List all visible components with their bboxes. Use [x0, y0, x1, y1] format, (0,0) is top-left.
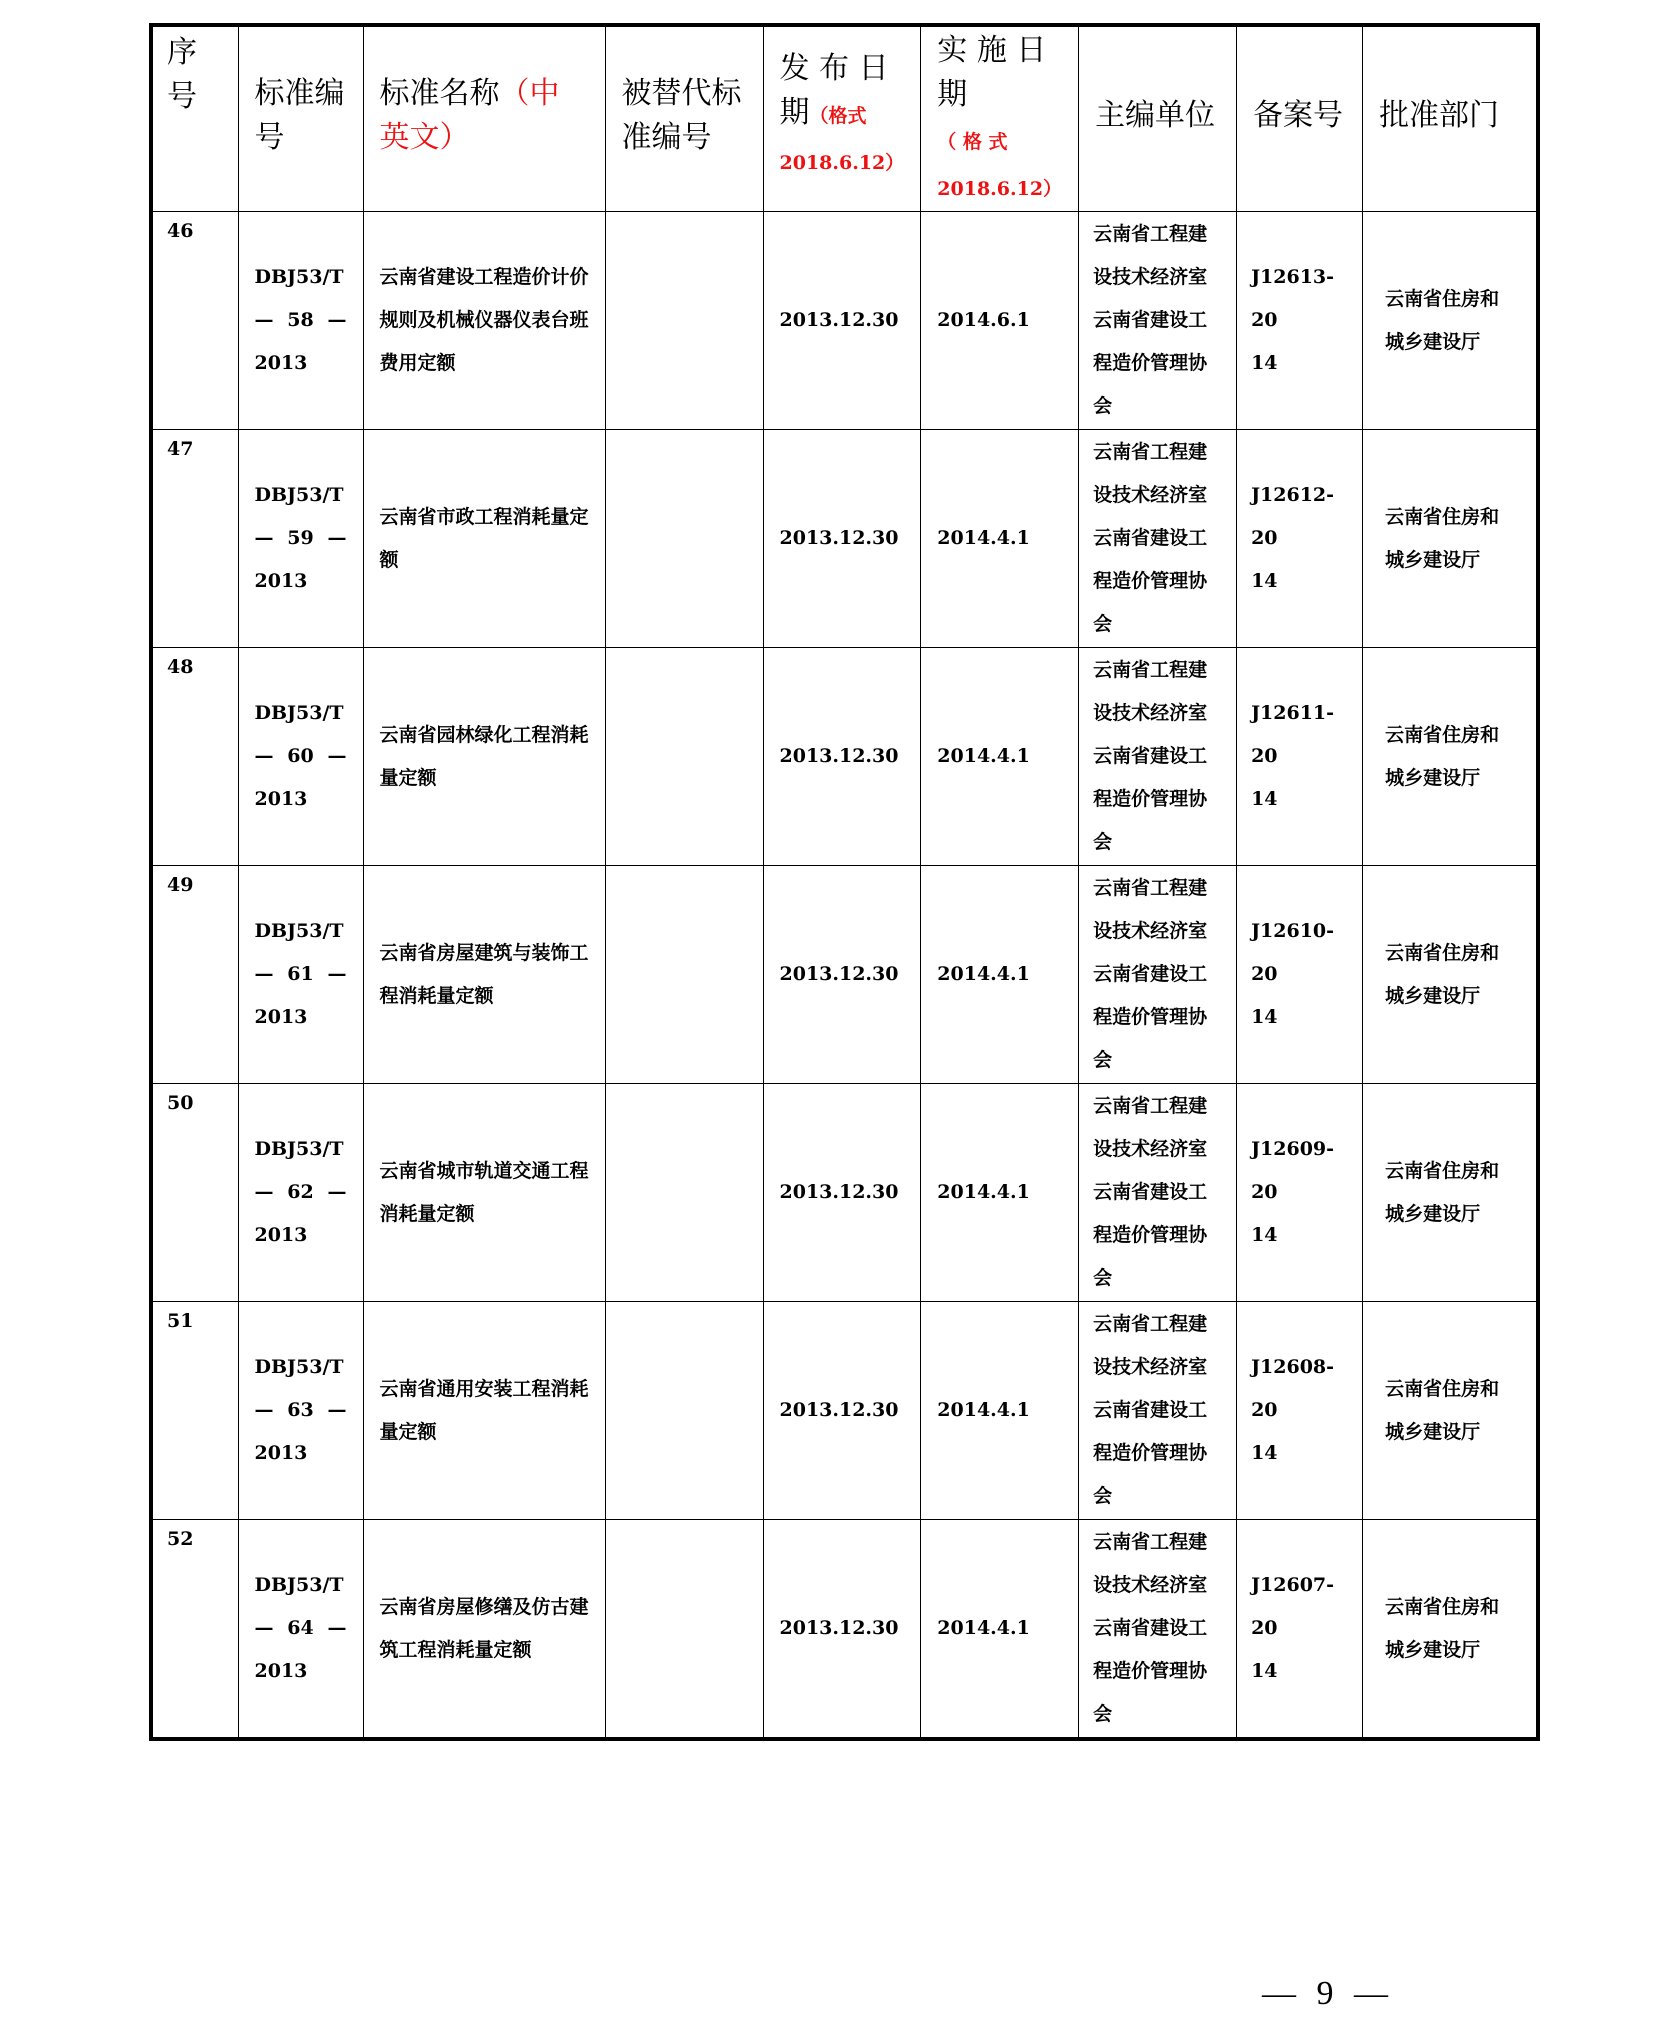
cell-name	[363, 212, 605, 430]
cell-replaced	[605, 1084, 763, 1302]
table-header-row	[151, 25, 1538, 212]
table-row	[151, 648, 1538, 866]
code-dash-right: —	[327, 1617, 347, 1639]
cell-code	[238, 430, 363, 648]
cell-replaced	[605, 212, 763, 430]
cell-seq	[151, 1520, 238, 1740]
implement-date: 2014.4.1	[937, 1181, 1030, 1203]
header-implement-format: （ 格 式	[937, 131, 1008, 153]
header-name-label: 标准名称	[379, 75, 500, 111]
table-row	[151, 866, 1538, 1084]
cell-publish-date	[763, 648, 921, 866]
code-number: 62	[287, 1181, 314, 1203]
header-name-language-note: （中英文）	[379, 75, 560, 155]
publish-date: 2013.12.30	[779, 527, 899, 549]
cell-code	[238, 866, 363, 1084]
implement-date: 2014.4.1	[937, 527, 1030, 549]
header-record-label: 备案号	[1253, 97, 1344, 133]
editor-units: 云南省工程建设技术经济室云南省建设工程造价管理协会	[1093, 659, 1208, 853]
cell-approver	[1363, 212, 1538, 430]
code-prefix: DBJ53/T	[254, 266, 344, 288]
code-number: 59	[287, 527, 314, 549]
standard-name: 云南省园林绿化工程消耗量定额	[379, 723, 589, 789]
header-name	[363, 25, 605, 212]
record-number-part2: 14	[1251, 1660, 1278, 1682]
record-number-part1: J12613-20	[1251, 266, 1335, 331]
code-dash-left: —	[254, 963, 274, 985]
cell-implement-date	[921, 1520, 1079, 1740]
approver-dept: 云南省住房和城乡建设厅	[1385, 287, 1500, 353]
cell-name	[363, 648, 605, 866]
code-number: 60	[287, 745, 314, 767]
cell-record	[1237, 1520, 1363, 1740]
cell-name	[363, 430, 605, 648]
record-number-part1: J12609-20	[1251, 1138, 1335, 1203]
cell-approver	[1363, 1084, 1538, 1302]
cell-code	[238, 1302, 363, 1520]
code-number: 63	[287, 1399, 314, 1421]
code-dash-right: —	[327, 1181, 347, 1203]
editor-units: 云南省工程建设技术经济室云南省建设工程造价管理协会	[1093, 1095, 1208, 1289]
cell-seq	[151, 1084, 238, 1302]
cell-replaced	[605, 866, 763, 1084]
header-approver	[1363, 25, 1538, 212]
cell-approver	[1363, 866, 1538, 1084]
header-publish-example: 2018.6.12）	[779, 151, 905, 174]
cell-record	[1237, 648, 1363, 866]
standard-name: 云南省建设工程造价计价规则及机械仪器仪表台班费用定额	[379, 266, 589, 374]
cell-approver	[1363, 1302, 1538, 1520]
standard-name: 云南省通用安装工程消耗量定额	[379, 1377, 589, 1443]
cell-implement-date	[921, 648, 1079, 866]
approver-dept: 云南省住房和城乡建设厅	[1385, 723, 1500, 789]
cell-approver	[1363, 648, 1538, 866]
cell-implement-date	[921, 212, 1079, 430]
code-year: 2013	[254, 788, 308, 810]
cell-implement-date	[921, 866, 1079, 1084]
cell-record	[1237, 1084, 1363, 1302]
publish-date: 2013.12.30	[779, 1399, 899, 1421]
cell-name	[363, 866, 605, 1084]
table-row	[151, 212, 1538, 430]
code-number: 58	[287, 309, 314, 331]
cell-approver	[1363, 1520, 1538, 1740]
cell-code	[238, 648, 363, 866]
header-code	[238, 25, 363, 212]
cell-publish-date	[763, 1520, 921, 1740]
header-code-label: 标准编号	[254, 75, 345, 155]
code-prefix: DBJ53/T	[254, 1138, 344, 1160]
code-year: 2013	[254, 1006, 308, 1028]
cell-editor	[1079, 430, 1237, 648]
cell-name	[363, 1302, 605, 1520]
publish-date: 2013.12.30	[779, 309, 899, 331]
cell-seq	[151, 866, 238, 1084]
header-publish-format: （格式	[809, 104, 867, 127]
header-editor	[1079, 25, 1237, 212]
record-number-part1: J12610-20	[1251, 920, 1335, 985]
seq-number: 47	[167, 438, 194, 460]
replaced-code	[606, 430, 763, 647]
implement-date: 2014.6.1	[937, 309, 1030, 331]
code-dash-right: —	[327, 1399, 347, 1421]
header-seq: 序号	[151, 25, 238, 212]
approver-dept: 云南省住房和城乡建设厅	[1385, 1595, 1500, 1661]
editor-units: 云南省工程建设技术经济室云南省建设工程造价管理协会	[1093, 1531, 1208, 1725]
code-year: 2013	[254, 1442, 308, 1464]
header-publish-label: 发 布 日期	[779, 50, 889, 130]
implement-date: 2014.4.1	[937, 1399, 1030, 1421]
record-number-part1: J12607-20	[1251, 1574, 1335, 1639]
cell-editor	[1079, 1520, 1237, 1740]
cell-editor	[1079, 1302, 1237, 1520]
seq-number: 51	[167, 1310, 194, 1332]
cell-name	[363, 1084, 605, 1302]
standard-name: 云南省房屋修缮及仿古建筑工程消耗量定额	[379, 1595, 589, 1661]
cell-implement-date	[921, 430, 1079, 648]
code-dash-right: —	[327, 963, 347, 985]
standard-name: 云南省市政工程消耗量定额	[379, 505, 589, 571]
table-body	[151, 212, 1538, 1740]
implement-date: 2014.4.1	[937, 1617, 1030, 1639]
record-number-part1: J12611-20	[1251, 702, 1335, 767]
code-prefix: DBJ53/T	[254, 484, 344, 506]
code-prefix: DBJ53/T	[254, 702, 344, 724]
cell-replaced	[605, 430, 763, 648]
implement-date: 2014.4.1	[937, 963, 1030, 985]
publish-date: 2013.12.30	[779, 1617, 899, 1639]
seq-number: 52	[167, 1528, 194, 1550]
approver-dept: 云南省住房和城乡建设厅	[1385, 505, 1500, 571]
record-number-part1: J12608-20	[1251, 1356, 1335, 1421]
seq-number: 49	[167, 874, 194, 896]
code-dash-left: —	[254, 1181, 274, 1203]
cell-record	[1237, 212, 1363, 430]
cell-seq	[151, 212, 238, 430]
editor-units: 云南省工程建设技术经济室云南省建设工程造价管理协会	[1093, 877, 1208, 1071]
editor-units: 云南省工程建设技术经济室云南省建设工程造价管理协会	[1093, 223, 1208, 417]
code-dash-left: —	[254, 745, 274, 767]
cell-publish-date	[763, 866, 921, 1084]
code-dash-left: —	[254, 1617, 274, 1639]
record-number-part2: 14	[1251, 1006, 1278, 1028]
code-prefix: DBJ53/T	[254, 1356, 344, 1378]
cell-editor	[1079, 212, 1237, 430]
cell-editor	[1079, 1084, 1237, 1302]
code-year: 2013	[254, 1224, 308, 1246]
standards-table-wrapper	[149, 23, 1540, 1741]
publish-date: 2013.12.30	[779, 963, 899, 985]
cell-record	[1237, 430, 1363, 648]
record-number-part1: J12612-20	[1251, 484, 1335, 549]
approver-dept: 云南省住房和城乡建设厅	[1385, 1377, 1500, 1443]
code-number: 64	[287, 1617, 314, 1639]
replaced-code	[606, 212, 763, 429]
table-row	[151, 1302, 1538, 1520]
header-replaced-label: 被替代标准编号	[621, 75, 742, 155]
cell-implement-date	[921, 1302, 1079, 1520]
code-dash-right: —	[327, 745, 347, 767]
seq-number: 48	[167, 656, 194, 678]
code-year: 2013	[254, 1660, 308, 1682]
cell-approver	[1363, 430, 1538, 648]
cell-implement-date	[921, 1084, 1079, 1302]
header-implement-example: 2018.6.12）	[937, 178, 1063, 200]
standards-table	[149, 23, 1540, 1741]
code-dash-left: —	[254, 527, 274, 549]
editor-units: 云南省工程建设技术经济室云南省建设工程造价管理协会	[1093, 441, 1208, 635]
header-publish-date	[763, 25, 921, 212]
seq-number: 46	[167, 220, 194, 242]
cell-code	[238, 1520, 363, 1740]
record-number-part2: 14	[1251, 788, 1278, 810]
header-record	[1237, 25, 1363, 212]
header-editor-label: 主编单位	[1095, 97, 1216, 133]
cell-replaced	[605, 1520, 763, 1740]
replaced-code	[606, 1084, 763, 1301]
record-number-part2: 14	[1251, 352, 1278, 374]
code-dash-left: —	[254, 1399, 274, 1421]
cell-name	[363, 1520, 605, 1740]
code-dash-right: —	[327, 309, 347, 331]
replaced-code	[606, 1302, 763, 1519]
cell-editor	[1079, 648, 1237, 866]
code-number: 61	[287, 963, 314, 985]
publish-date: 2013.12.30	[779, 745, 899, 767]
replaced-code	[606, 866, 763, 1083]
approver-dept: 云南省住房和城乡建设厅	[1385, 941, 1500, 1007]
cell-record	[1237, 866, 1363, 1084]
cell-record	[1237, 1302, 1363, 1520]
record-number-part2: 14	[1251, 1442, 1278, 1464]
code-prefix: DBJ53/T	[254, 920, 344, 942]
cell-code	[238, 1084, 363, 1302]
publish-date: 2013.12.30	[779, 1181, 899, 1203]
header-approver-label: 批准部门	[1379, 97, 1500, 133]
code-dash-right: —	[327, 527, 347, 549]
cell-replaced	[605, 1302, 763, 1520]
cell-seq	[151, 1302, 238, 1520]
header-implement-label: 实 施 日期	[937, 33, 1047, 112]
standard-name: 云南省城市轨道交通工程消耗量定额	[379, 1159, 589, 1225]
cell-seq	[151, 430, 238, 648]
cell-seq	[151, 648, 238, 866]
replaced-code	[606, 648, 763, 865]
code-prefix: DBJ53/T	[254, 1574, 344, 1596]
table-row	[151, 1520, 1538, 1740]
replaced-code	[606, 1520, 763, 1737]
cell-publish-date	[763, 1084, 921, 1302]
record-number-part2: 14	[1251, 570, 1278, 592]
cell-code	[238, 212, 363, 430]
table-row	[151, 430, 1538, 648]
cell-publish-date	[763, 430, 921, 648]
approver-dept: 云南省住房和城乡建设厅	[1385, 1159, 1500, 1225]
table-row	[151, 1084, 1538, 1302]
code-dash-left: —	[254, 309, 274, 331]
standard-name: 云南省房屋建筑与装饰工程消耗量定额	[379, 941, 589, 1007]
header-replaced	[605, 25, 763, 212]
page-number: — 9 —	[1262, 1975, 1394, 2012]
code-year: 2013	[254, 352, 308, 374]
record-number-part2: 14	[1251, 1224, 1278, 1246]
header-implement-date	[921, 25, 1079, 212]
cell-editor	[1079, 866, 1237, 1084]
cell-publish-date	[763, 1302, 921, 1520]
seq-number: 50	[167, 1092, 194, 1114]
implement-date: 2014.4.1	[937, 745, 1030, 767]
code-year: 2013	[254, 570, 308, 592]
editor-units: 云南省工程建设技术经济室云南省建设工程造价管理协会	[1093, 1313, 1208, 1507]
cell-publish-date	[763, 212, 921, 430]
cell-replaced	[605, 648, 763, 866]
